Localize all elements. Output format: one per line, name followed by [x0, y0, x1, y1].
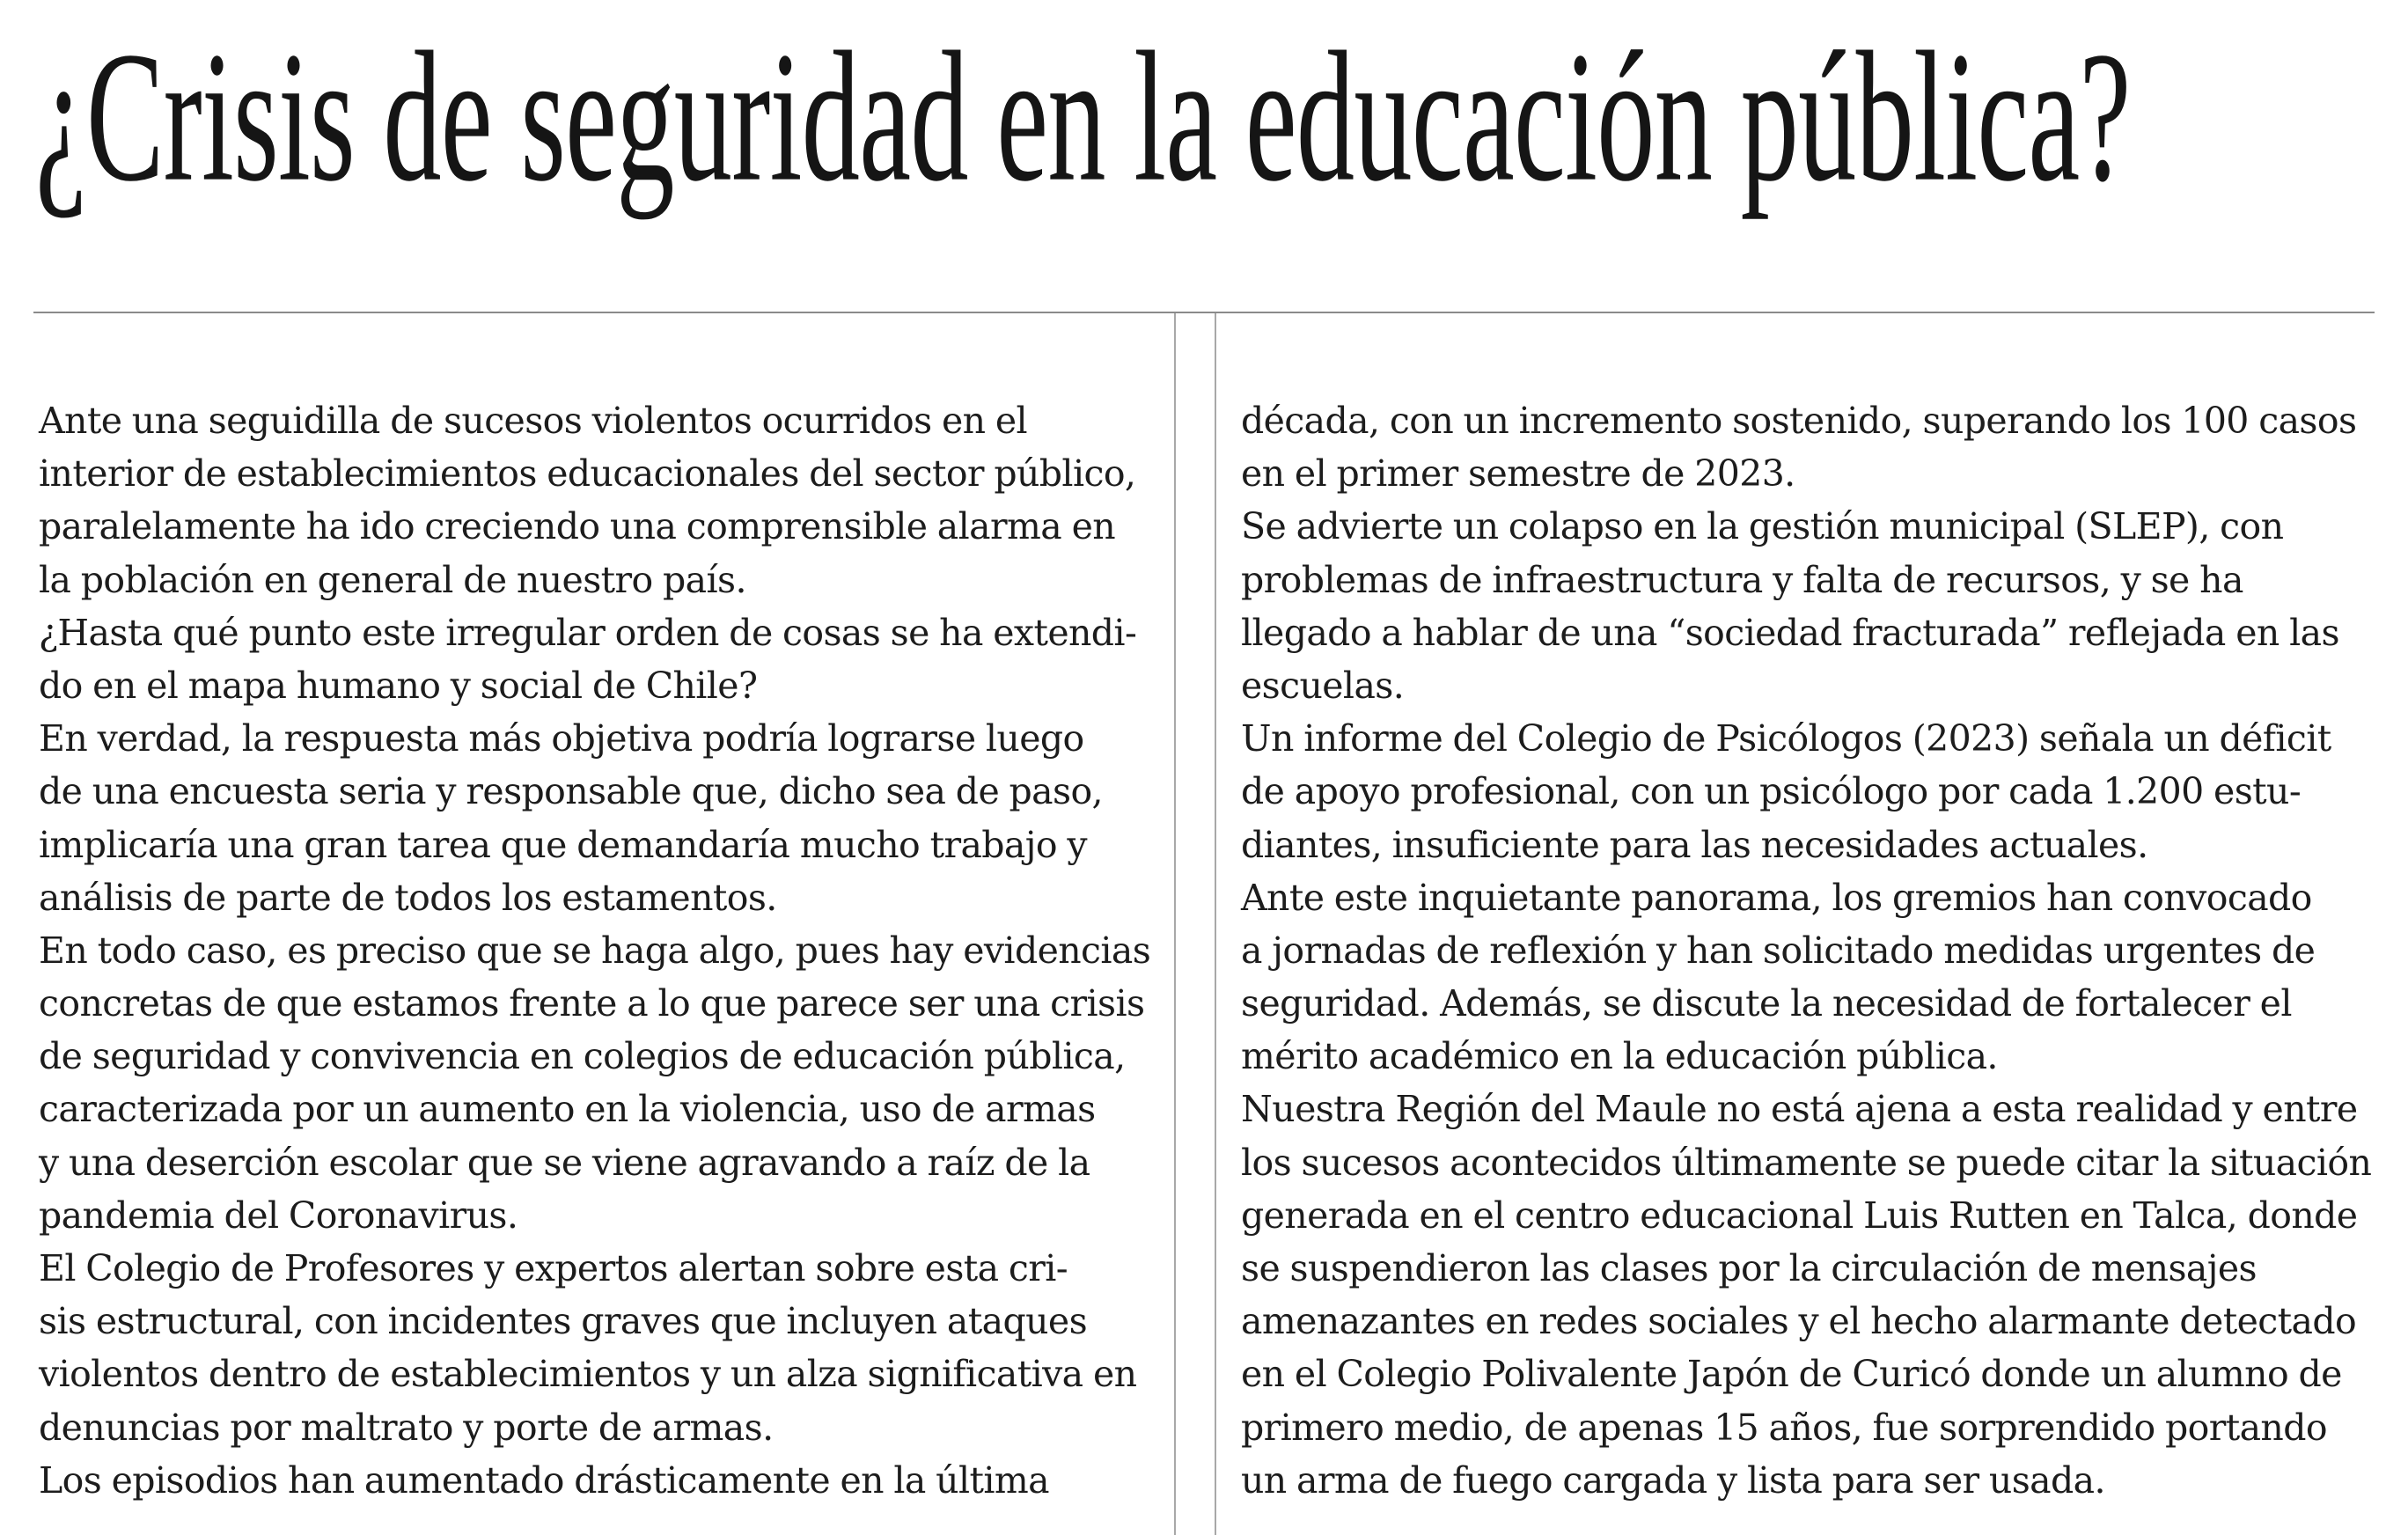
text-line: de una encuesta seria y responsable que, dicho sea de paso,: [39, 770, 1103, 813]
text-line: Se advierte un colapso en la gestión municipal (SLEP), con: [1241, 505, 2284, 548]
text-line: y una deserción escolar que se viene agravando a raíz de la: [39, 1141, 1090, 1184]
text-line: en el primer semestre de 2023.: [1241, 452, 1795, 496]
text-line: do en el mapa humano y social de Chile?: [39, 664, 758, 707]
text-line: primero medio, de apenas 15 años, fue sorprendido portando: [1241, 1406, 2327, 1449]
text-line: El Colegio de Profesores y expertos alertan sobre esta cri-: [39, 1247, 1068, 1289]
column-divider-left: [1174, 313, 1176, 1535]
text-line: Los episodios han aumentado drásticamente en la última: [39, 1458, 1049, 1502]
text-line: llegado a hablar de una “sociedad fracturada” reflejada en las: [1241, 611, 2339, 654]
text-line: a jornadas de reflexión y han solicitado medidas urgentes de: [1241, 929, 2316, 972]
text-line: generada en el centro educacional Luis Rutten en Talca, donde: [1241, 1193, 2358, 1237]
column-divider-right: [1215, 313, 1216, 1535]
text-line: de seguridad y convivencia en colegios de educación pública,: [39, 1035, 1126, 1078]
text-line: interior de establecimientos educacionales del sector público,: [39, 452, 1136, 496]
text-line: paralelamente ha ido creciendo una comprensible alarma en: [39, 505, 1116, 548]
text-line: de apoyo profesional, con un psicólogo por cada 1.200 estu-: [1241, 770, 2302, 813]
text-line: ¿Hasta qué punto este irregular orden de cosas se ha extendi-: [39, 611, 1137, 654]
text-line: la población en general de nuestro país.: [39, 558, 746, 601]
text-line: concretas de que estamos frente a lo que parece ser una crisis: [39, 982, 1145, 1025]
text-line: violentos dentro de establecimientos y un alza significativa en: [39, 1353, 1137, 1396]
article-column-left: [39, 394, 1174, 1507]
article-column-right: [1241, 394, 2385, 1507]
text-line: en el Colegio Polivalente Japón de Curicó donde un alumno de: [1241, 1353, 2342, 1396]
text-line: En todo caso, es preciso que se haga algo, pues hay evidencias: [39, 929, 1151, 972]
text-line: diantes, insuficiente para las necesidades actuales.: [1241, 823, 2148, 866]
text-line: análisis de parte de todos los estamentos.: [39, 876, 777, 919]
text-line: mérito académico en la educación pública.: [1241, 1035, 1998, 1078]
text-line: denuncias por maltrato y porte de armas.: [39, 1406, 774, 1449]
text-line: seguridad. Además, se discute la necesidad de fortalecer el: [1241, 982, 2292, 1025]
text-line: Un informe del Colegio de Psicólogos (2023) señala un déficit: [1241, 717, 2331, 760]
headline: ¿Crisis de seguridad en la educación pública?: [35, 12, 2131, 220]
text-line: década, con un incremento sostenido, superando los 100 casos: [1241, 400, 2357, 442]
text-line: los sucesos acontecidos últimamente se puede citar la situación: [1241, 1141, 2372, 1184]
headline-rule: [33, 312, 2375, 313]
text-line: Nuestra Región del Maule no está ajena a esta realidad y entre: [1241, 1088, 2358, 1131]
text-line: Ante una seguidilla de sucesos violentos ocurridos en el: [39, 400, 1028, 442]
text-line: sis estructural, con incidentes graves que incluyen ataques: [39, 1300, 1088, 1343]
text-line: un arma de fuego cargada y lista para ser usada.: [1241, 1458, 2105, 1502]
text-line: pandemia del Coronavirus.: [39, 1193, 518, 1237]
text-line: problemas de infraestructura y falta de recursos, y se ha: [1241, 558, 2243, 601]
text-line: implicaría una gran tarea que demandaría mucho trabajo y: [39, 823, 1087, 866]
text-line: se suspendieron las clases por la circulación de mensajes: [1241, 1247, 2257, 1289]
text-line: Ante este inquietante panorama, los gremios han convocado: [1241, 876, 2312, 919]
text-line: amenazantes en redes sociales y el hecho alarmante detectado: [1241, 1300, 2357, 1343]
text-line: En verdad, la respuesta más objetiva podría lograrse luego: [39, 717, 1084, 760]
text-line: escuelas.: [1241, 664, 1405, 707]
text-line: caracterizada por un aumento en la violencia, uso de armas: [39, 1088, 1096, 1131]
